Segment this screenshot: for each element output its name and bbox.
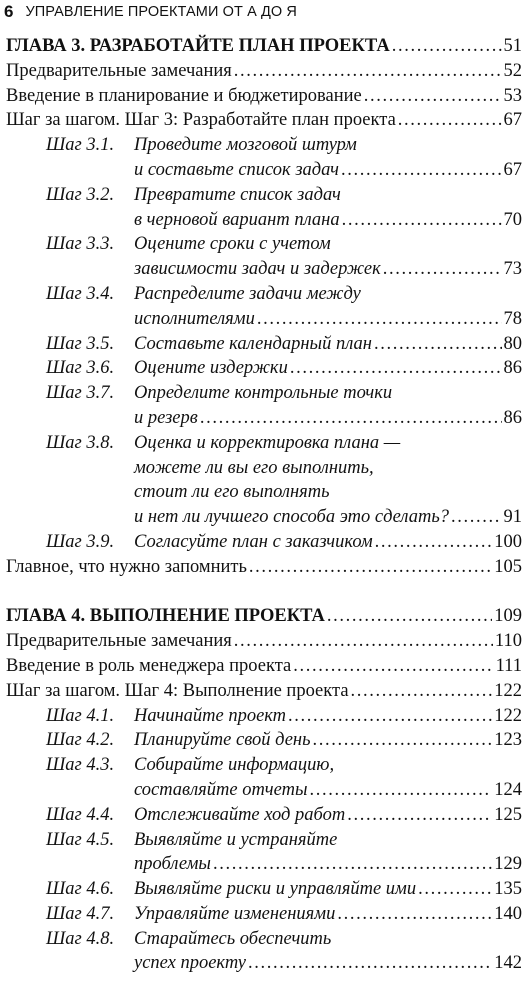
- toc-entry[interactable]: [6, 59, 522, 84]
- page-ref: 91: [503, 507, 522, 528]
- dot-leader: [337, 902, 492, 927]
- step-title-line: Распределите задачи между: [134, 283, 361, 304]
- page-ref: 86: [503, 358, 522, 379]
- toc-entry[interactable]: [6, 84, 522, 109]
- step-title-line: Оцените издержки: [134, 358, 288, 379]
- dot-leader: [200, 406, 502, 431]
- dot-leader: [351, 679, 493, 704]
- dot-leader: [375, 530, 493, 555]
- page-ref: 80: [503, 333, 522, 354]
- step-number: Шаг 3.1.: [46, 135, 115, 156]
- dot-leader: [341, 158, 502, 183]
- page-ref: 67: [503, 110, 522, 131]
- dot-leader: [288, 704, 492, 729]
- step-title-line: составляйте отчеты: [134, 779, 308, 800]
- page-ref: 142: [494, 953, 522, 974]
- page-ref: 124: [494, 779, 522, 800]
- dot-leader: [234, 59, 502, 84]
- toc-step-continuation[interactable]: [6, 158, 522, 183]
- step-title-line: Проведите мозговой штурм: [134, 135, 357, 156]
- dot-leader: [293, 654, 493, 679]
- step-title-line: Оцените сроки с учетом: [134, 234, 331, 255]
- toc-step[interactable]: [6, 902, 522, 927]
- dot-leader: [290, 356, 502, 381]
- entry-title: Главное, что нужно запомнить: [6, 556, 247, 577]
- step-number: Шаг 3.9.: [46, 531, 115, 552]
- page-ref: 51: [503, 36, 522, 56]
- toc-step-continuation[interactable]: [6, 778, 522, 803]
- toc-step-continuation[interactable]: [6, 208, 522, 233]
- step-number: Шаг 4.6.: [46, 879, 115, 900]
- toc-step[interactable]: [6, 803, 522, 828]
- step-title-line: исполнителями: [134, 308, 255, 329]
- step-number: Шаг 3.7.: [46, 383, 115, 404]
- step-number: Шаг 3.4.: [46, 283, 115, 304]
- step-title-line: Выявляйте и устраняйте: [134, 829, 338, 850]
- dot-leader: [313, 728, 493, 753]
- dot-leader: [234, 629, 493, 654]
- step-title-line: Управляйте изменениями: [134, 903, 336, 924]
- step-number: Шаг 4.3.: [46, 755, 115, 776]
- step-title-line: Составьте календарный план: [134, 333, 372, 354]
- toc-step[interactable]: [6, 381, 522, 406]
- page-ref: 135: [494, 879, 522, 900]
- dot-leader: [309, 778, 492, 803]
- entry-title: Предварительные замечания: [6, 60, 232, 81]
- toc-entry[interactable]: [6, 108, 522, 133]
- dot-leader: [374, 332, 502, 357]
- entry-title: Предварительные замечания: [6, 631, 232, 652]
- toc-step[interactable]: [6, 431, 522, 456]
- toc-step[interactable]: [6, 232, 522, 257]
- toc-step[interactable]: [6, 728, 522, 753]
- step-number: Шаг 3.3.: [46, 234, 115, 255]
- running-header: [4, 1, 297, 23]
- dot-leader: [342, 208, 502, 233]
- dot-leader: [327, 604, 492, 629]
- page-number: 6: [4, 2, 14, 21]
- page-ref: 110: [494, 631, 522, 652]
- toc-step[interactable]: [6, 332, 522, 357]
- step-number: Шаг 3.6.: [46, 358, 115, 379]
- chapter-title: ГЛАВА 4. ВЫПОЛНЕНИЕ ПРОЕКТА: [6, 606, 325, 627]
- step-number: Шаг 3.5.: [46, 333, 115, 354]
- step-title-line: Отслеживайте ход работ: [134, 804, 346, 825]
- step-title-line: проблемы: [134, 854, 211, 875]
- entry-title: Введение в планирование и бюджетирование: [6, 85, 362, 106]
- dot-leader: [392, 34, 502, 59]
- toc-step[interactable]: [6, 753, 522, 778]
- page-ref: 86: [503, 407, 522, 428]
- step-number: Шаг 4.7.: [46, 903, 115, 924]
- step-number: Шаг 3.8.: [46, 432, 115, 453]
- running-title: УПРАВЛЕНИЕ ПРОЕКТАМИ ОТ А ДО Я: [25, 4, 297, 20]
- toc-entry[interactable]: [6, 629, 522, 654]
- toc-step[interactable]: [6, 704, 522, 729]
- toc-chapter-4[interactable]: [6, 604, 522, 629]
- page-ref: 140: [494, 903, 522, 924]
- page-ref: 52: [503, 60, 522, 81]
- step-title-line: в черновой вариант плана: [134, 209, 340, 230]
- toc-step-continuation[interactable]: [6, 406, 522, 431]
- toc-entry[interactable]: [6, 555, 522, 580]
- dot-leader: [257, 307, 502, 332]
- dot-leader: [418, 877, 492, 902]
- toc-step[interactable]: [6, 133, 522, 158]
- table-of-contents: [6, 34, 522, 976]
- step-number: Шаг 4.4.: [46, 804, 115, 825]
- step-title-line: Старайтесь обеспечить: [134, 928, 332, 949]
- dot-leader: [364, 84, 502, 109]
- step-title-line: стоит ли его выполнять: [134, 482, 330, 503]
- step-number: Шаг 4.5.: [46, 829, 115, 850]
- entry-title: Шаг за шагом. Шаг 3: Разработайте план проекта: [6, 110, 396, 131]
- step-number: Шаг 4.1.: [46, 705, 115, 726]
- page-ref: 111: [495, 655, 522, 676]
- step-number: Шаг 4.8.: [46, 928, 115, 949]
- step-title-line: Начинайте проект: [134, 705, 287, 726]
- dot-leader: [213, 852, 492, 877]
- toc-step[interactable]: [6, 927, 522, 952]
- step-title-line: и резерв: [134, 407, 198, 428]
- step-title-line: Оценка и корректировка плана —: [134, 432, 401, 453]
- toc-chapter-3[interactable]: [6, 34, 522, 59]
- step-title-line: зависимости задач и задержек: [134, 259, 381, 280]
- toc-entry[interactable]: [6, 679, 522, 704]
- step-title-line: и составьте список задач: [134, 159, 339, 180]
- step-title-line: Превратите список задач: [134, 184, 341, 205]
- page-ref: 123: [494, 730, 522, 751]
- dot-leader: [249, 555, 492, 580]
- page-ref: 122: [494, 680, 522, 701]
- toc-step[interactable]: [6, 530, 522, 555]
- dot-leader: [347, 803, 492, 828]
- page-ref: 70: [503, 209, 522, 230]
- dot-leader: [248, 951, 492, 976]
- step-title-line: успех проекту: [134, 953, 246, 974]
- section-gap: [6, 580, 522, 605]
- toc-step[interactable]: [6, 828, 522, 853]
- page-ref: 73: [503, 259, 522, 280]
- page-ref: 100: [494, 531, 522, 552]
- toc-entry[interactable]: [6, 654, 522, 679]
- page-ref: 67: [503, 159, 522, 180]
- toc-step[interactable]: [6, 183, 522, 208]
- toc-step-continuation[interactable]: [6, 456, 522, 481]
- step-title-line: Согласуйте план с заказчиком: [134, 531, 373, 552]
- page-ref: 129: [494, 854, 522, 875]
- page-ref: 109: [494, 606, 522, 627]
- page-ref: 122: [494, 705, 522, 726]
- toc-step[interactable]: [6, 877, 522, 902]
- step-title-line: Планируйте свой день: [134, 730, 311, 751]
- page-ref: 53: [503, 85, 522, 106]
- step-title-line: и нет ли лучшего способа это сделать?: [134, 507, 449, 528]
- chapter-title: ГЛАВА 3. РАЗРАБОТАЙТЕ ПЛАН ПРОЕКТА: [6, 36, 390, 56]
- step-title-line: Выявляйте риски и управляйте ими: [134, 879, 417, 900]
- step-number: Шаг 3.2.: [46, 184, 115, 205]
- page-ref: 78: [503, 308, 522, 329]
- entry-title: Шаг за шагом. Шаг 4: Выполнение проекта: [6, 680, 349, 701]
- step-title-line: можете ли вы его выполнить,: [134, 457, 374, 478]
- step-title-line: Собирайте информацию,: [134, 755, 335, 776]
- toc-step-continuation[interactable]: [6, 257, 522, 282]
- toc-step[interactable]: [6, 356, 522, 381]
- toc-step-continuation[interactable]: [6, 505, 522, 530]
- entry-title: Введение в роль менеджера проекта: [6, 655, 292, 676]
- step-number: Шаг 4.2.: [46, 730, 115, 751]
- dot-leader: [451, 505, 502, 530]
- dot-leader: [383, 257, 502, 282]
- toc-step[interactable]: [6, 282, 522, 307]
- toc-step-continuation[interactable]: [6, 951, 522, 976]
- page-ref: 125: [494, 804, 522, 825]
- page-ref: 105: [494, 556, 522, 577]
- toc-step-continuation[interactable]: [6, 480, 522, 505]
- step-title-line: Определите контрольные точки: [134, 383, 393, 404]
- toc-step-continuation[interactable]: [6, 852, 522, 877]
- toc-step-continuation[interactable]: [6, 307, 522, 332]
- dot-leader: [398, 108, 502, 133]
